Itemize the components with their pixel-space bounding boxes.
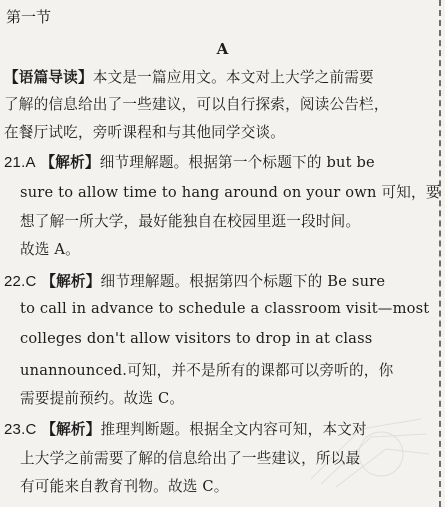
- q23-tag: 【解析】: [41, 421, 101, 438]
- q22-line-4: unannounced.可知，并不是所有的课都可以旁听的，你: [20, 362, 394, 379]
- q21-number: 21.A: [4, 154, 36, 171]
- q22-line-1: 22.C 【解析】细节理解题。根据第四个标题下的 Be sure: [4, 273, 386, 290]
- q21-line-2: sure to allow time to hang around on your own 可知，要: [20, 184, 441, 201]
- watermark-stamp-icon: [301, 409, 431, 489]
- q21-line-1: 21.A 【解析】细节理解题。根据第一个标题下的 but be: [4, 154, 375, 171]
- q21-tag: 【解析】: [40, 154, 100, 171]
- q23-line-3: 有可能来自教育刊物。故选 C。: [20, 478, 229, 495]
- q22-line-5: 需要提前预约。故选 C。: [20, 390, 185, 407]
- intro-line-1: 【语篇导读】本文是一篇应用文。本文对上大学之前需要: [4, 69, 374, 86]
- q22-line-2: to call in advance to schedule a classroom visit—most: [20, 300, 430, 317]
- passage-letter: A: [216, 40, 229, 58]
- q21-line-4: 故选 A。: [20, 241, 80, 258]
- section-heading: 第一节: [6, 8, 52, 26]
- intro-tag: 【语篇导读】: [4, 69, 93, 86]
- q21-line-3: 想了解一所大学，最好能独自在校园里逛一段时间。: [20, 213, 361, 230]
- intro-line-3: 在餐厅试吃，旁听课程和与其他同学交谈。: [4, 124, 286, 141]
- q22-number: 22.C: [4, 273, 37, 290]
- dashed-margin-rule: [439, 0, 441, 507]
- q23-number: 23.C: [4, 421, 37, 438]
- q23-line-1: 23.C 【解析】推理判断题。根据全文内容可知，本文对: [4, 421, 367, 438]
- intro-line-2: 了解的信息给出了一些建议，可以自行探索，阅读公告栏，: [4, 96, 389, 113]
- q22-tag: 【解析】: [41, 273, 101, 290]
- q23-line-2: 上大学之前需要了解的信息给出了一些建议，所以最: [20, 450, 361, 467]
- q22-line-3: colleges don't allow visitors to drop in at class: [20, 330, 373, 347]
